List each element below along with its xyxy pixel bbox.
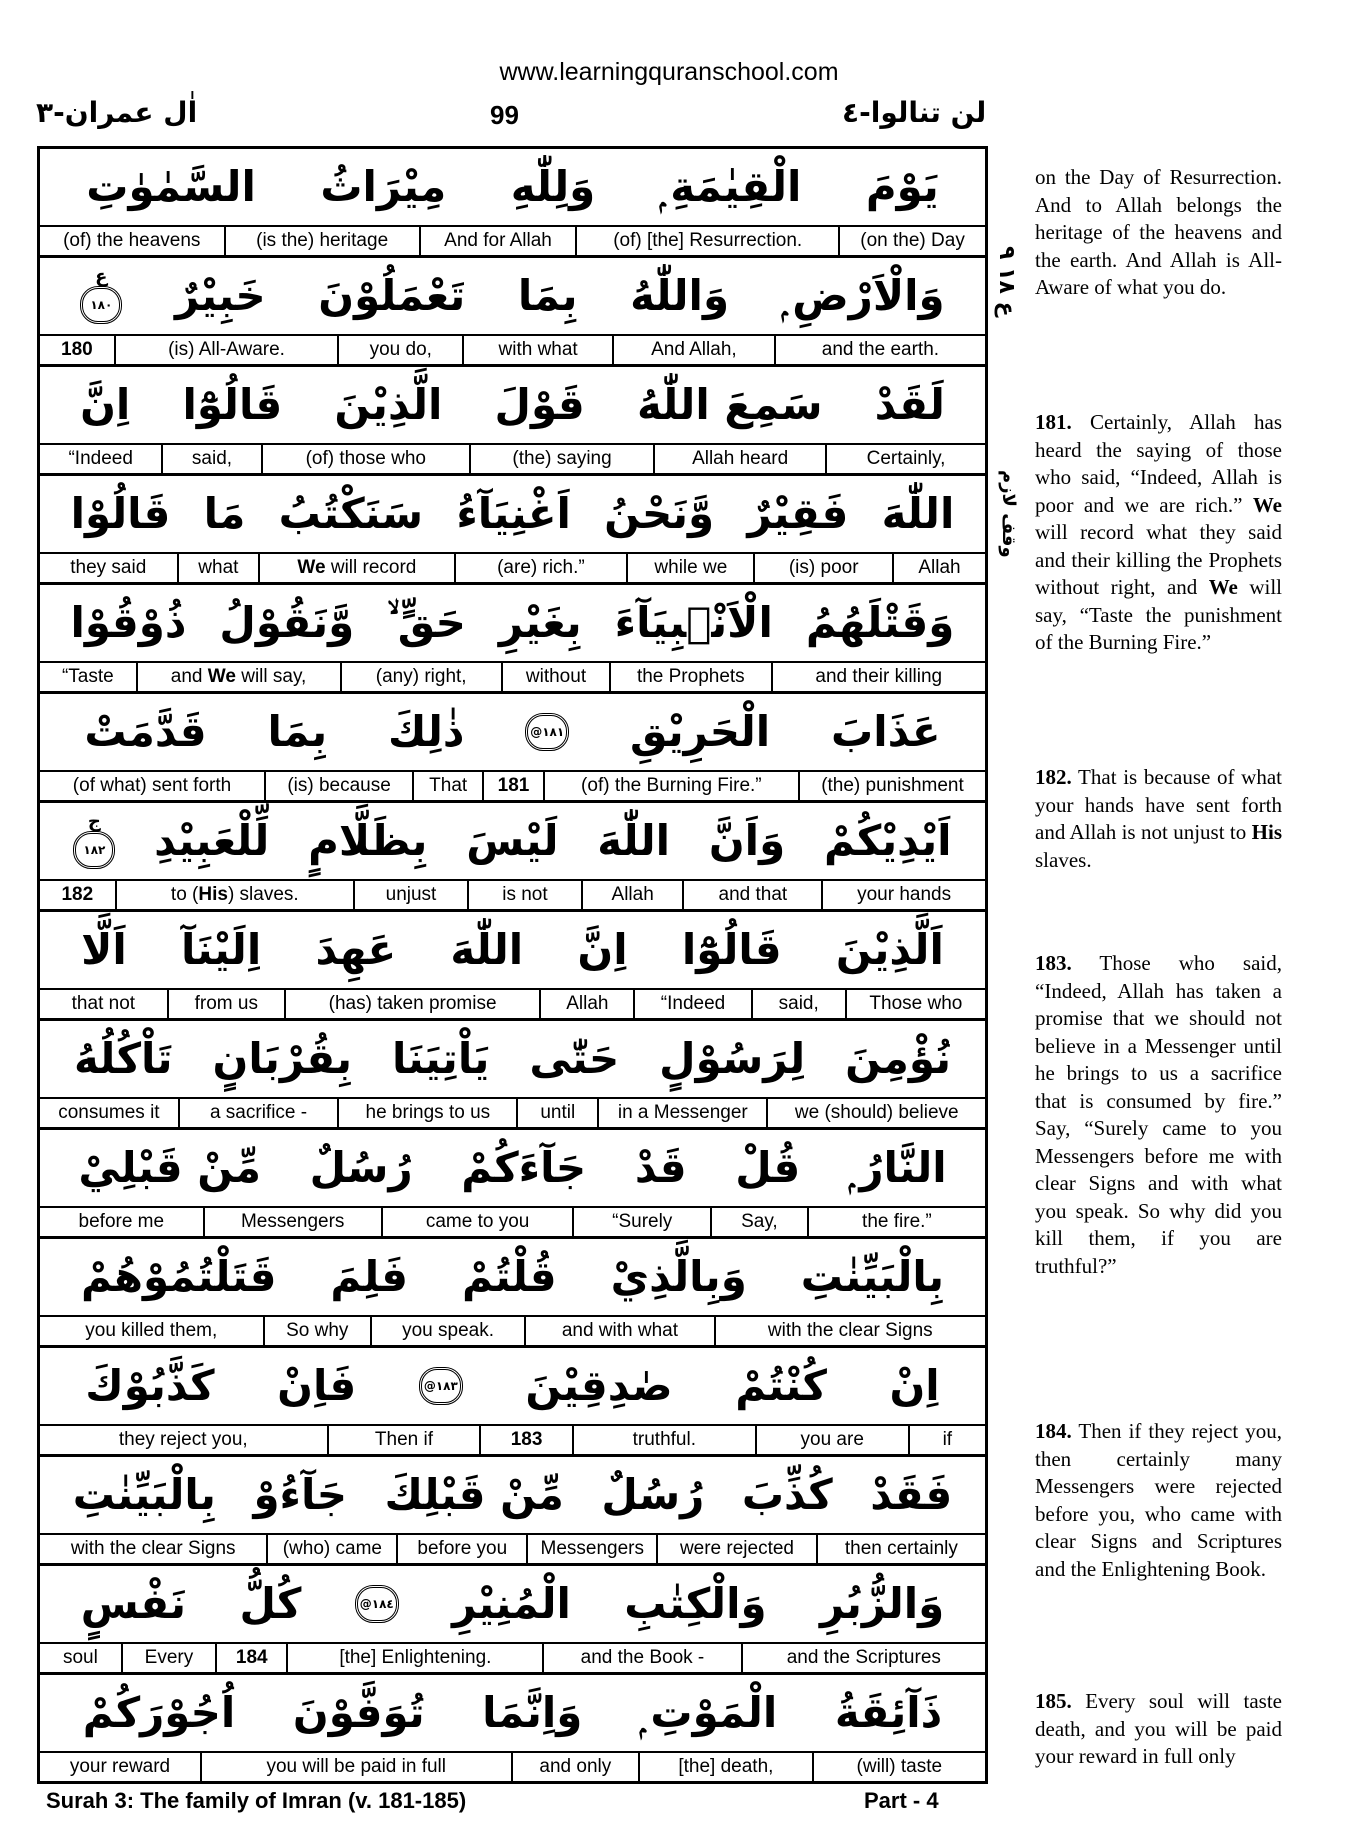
- arabic-word: الْمَوْتِ ۭ: [639, 1688, 778, 1737]
- translation-cell: Allah: [581, 881, 683, 909]
- ayah-marker: [73, 813, 115, 869]
- arabic-word: رُسُلٌ: [309, 1143, 413, 1192]
- translation-cell: (of) the heavens: [63, 230, 201, 251]
- arabic-word: جَآءُوْ: [253, 1470, 348, 1519]
- translation-cell: “Indeed: [633, 990, 750, 1018]
- arabic-word: عَذَابَ: [831, 707, 941, 756]
- emphasis-word: 181.: [1035, 410, 1072, 434]
- translation-row: [40, 881, 985, 912]
- arabic-word: وَقَتْلَهُمُ: [805, 598, 955, 647]
- translation-cell: Certainly,: [825, 445, 985, 473]
- juz-name-header: لن تنالوا-٤: [842, 96, 987, 129]
- arabic-word: حَقٍّ ۙ: [387, 598, 466, 647]
- translation-cell: Allah heard: [653, 445, 825, 473]
- website-url: www.learningquranschool.com: [499, 58, 839, 86]
- translation-cell: with what: [462, 336, 612, 364]
- translation-row: [40, 1753, 985, 1781]
- emphasis-word: 182.: [1035, 765, 1072, 789]
- arabic-word: فَقَدْ: [870, 1470, 953, 1519]
- translation-cell: before you: [396, 1535, 526, 1563]
- surah-name-header: اٰل عمران-٣: [36, 96, 198, 129]
- translation-cell: we (should) believe: [766, 1099, 985, 1127]
- emphasis-word: We: [1208, 575, 1238, 599]
- arabic-word: قَوْلَ: [494, 380, 585, 429]
- translation-cell: Messengers: [526, 1535, 656, 1563]
- translation-cell: they said: [70, 557, 147, 578]
- arabic-word: بِغَيْرِ: [498, 598, 582, 647]
- arabic-word: بِظَلَّامٍ: [308, 816, 428, 865]
- translation-row: [40, 990, 985, 1021]
- arabic-word: وَاِنَّمَا: [482, 1688, 583, 1737]
- emphasis-word: 184.: [1035, 1419, 1072, 1443]
- translation-cell: So why: [263, 1317, 370, 1345]
- arabic-word: قَدَّمَتْ: [84, 707, 207, 756]
- emphasis-word: His: [198, 884, 228, 905]
- translation-cell: (the) punishment: [798, 772, 985, 800]
- translation-cell: said,: [161, 445, 260, 473]
- translation-cell: is not: [467, 881, 581, 909]
- arabic-word: جَآءَكُمْ: [461, 1143, 587, 1192]
- arabic-word: قَتَلْتُمُوْهُمْ: [80, 1252, 277, 1301]
- translation-cell: (of) those who: [261, 445, 469, 473]
- translation-cell: (is the) heritage: [224, 227, 419, 255]
- arabic-word: بِالْبَيِّنٰتِ: [72, 1470, 216, 1519]
- arabic-word: بِمَا: [517, 271, 578, 320]
- arabic-row: [40, 585, 985, 663]
- arabic-word: مِيْرَاثُ: [320, 162, 447, 211]
- translation-cell: Allah: [539, 990, 633, 1018]
- translation-row: [40, 1317, 985, 1348]
- translation-cell: And Allah,: [612, 336, 774, 364]
- arabic-word: اَلَّذِيْنَ: [835, 925, 944, 974]
- translation-cell: that not: [71, 993, 136, 1014]
- translation-cell: and the Book -: [542, 1644, 740, 1672]
- arabic-word: مِّنْ قَبْلِيْ: [78, 1143, 262, 1192]
- arabic-word: اللّٰهَ: [881, 489, 955, 538]
- arabic-word: اِنَّ: [577, 925, 628, 974]
- translation-cell: and We will say,: [136, 663, 340, 691]
- ruku-mark: ع ١٨ ٩: [994, 246, 1019, 317]
- translation-cell: (of what) sent forth: [72, 775, 232, 796]
- arabic-row: [40, 1348, 985, 1426]
- arabic-row: [40, 803, 985, 881]
- arabic-word: قَدْ: [634, 1143, 687, 1192]
- translation-cell: you do,: [337, 336, 462, 364]
- arabic-row: [40, 1021, 985, 1099]
- translation-cell: (the) saying: [469, 445, 653, 473]
- arabic-word: ذٰلِكَ: [387, 707, 465, 756]
- translation-cell: they reject you,: [118, 1429, 248, 1450]
- arabic-word: وَلِلّٰهِ: [510, 162, 596, 211]
- arabic-word: وَاَنَّ: [708, 816, 786, 865]
- translation-row: [40, 663, 985, 694]
- translation-cell: while we: [626, 554, 753, 582]
- arabic-row: [40, 258, 985, 336]
- arabic-word: قُلْ: [735, 1143, 801, 1192]
- translation-cell: (has) taken promise: [284, 990, 539, 1018]
- translation-cell: a sacrifice -: [178, 1099, 337, 1127]
- footer-part: Part - 4: [864, 1788, 939, 1813]
- arabic-word: سَمِعَ اللّٰهُ: [636, 380, 823, 429]
- arabic-row: [40, 912, 985, 990]
- translation-row: [40, 227, 985, 258]
- arabic-row: [40, 1239, 985, 1317]
- translation-cell: you will be paid in full: [200, 1753, 511, 1781]
- translation-cell: if: [908, 1426, 985, 1454]
- commentary-paragraph: 181. Certainly, Allah has heard the saying of those who said, “Indeed, Allah is poor and we are rich.” We will record what they said and their killing the Prophets without right, and We will say, “Taste the punishment of the Burning Fire.”: [1035, 410, 1282, 654]
- translation-cell: and their killing: [771, 663, 986, 691]
- translation-cell: Every: [121, 1644, 215, 1672]
- arabic-word: وَالْاَرْضِ ۭ: [781, 271, 945, 320]
- translation-cell: were rejected: [656, 1535, 815, 1563]
- emphasis-word: 185.: [1035, 1689, 1072, 1713]
- arabic-word: قَالُوْٓا: [182, 380, 283, 429]
- translation-cell: (are) rich.”: [454, 554, 627, 582]
- translation-cell: “Taste: [61, 666, 114, 687]
- arabic-word: الْاَنْۢبِيَآءَ: [614, 598, 773, 647]
- arabic-word: رُسُلٌ: [601, 1470, 705, 1519]
- arabic-row: [40, 1675, 985, 1753]
- emphasis-word: His: [1251, 820, 1282, 844]
- ayah-marker: [525, 713, 569, 751]
- verse-number-cell: 183: [479, 1426, 571, 1454]
- translation-cell: “Surely: [572, 1208, 710, 1236]
- translation-cell: the Prophets: [609, 663, 770, 691]
- arabic-word: لَقَدْ: [874, 380, 945, 429]
- arabic-word: نَفْسٍ: [80, 1579, 187, 1628]
- translation-row: [40, 445, 985, 476]
- translation-cell: and the Scriptures: [741, 1644, 985, 1672]
- arabic-word: صٰدِقِيْنَ: [525, 1361, 673, 1410]
- arabic-word: خَبِيْرٌ: [174, 271, 266, 320]
- arabic-word: ذُوْقُوْا: [70, 598, 187, 647]
- commentary-paragraph: 182. That is because of what your hands have sent forth and Allah is not unjust to His slaves.: [1035, 765, 1282, 872]
- verse-number-cell: 180: [61, 339, 93, 360]
- arabic-word: حَتّٰى: [529, 1034, 620, 1083]
- translation-row: [40, 1644, 985, 1675]
- translation-cell: unjust: [353, 881, 467, 909]
- translation-row: [40, 1535, 985, 1566]
- verse-number-cell: 184: [215, 1644, 286, 1672]
- translation-cell: you speak.: [370, 1317, 524, 1345]
- arabic-word: قُلْتُمْ: [461, 1252, 557, 1301]
- ayah-marker: [419, 1367, 463, 1405]
- arabic-word: وَاللّٰهُ: [630, 271, 730, 320]
- arabic-word: تَاْكُلُهُ: [73, 1034, 173, 1083]
- translation-cell: (who) came: [266, 1535, 396, 1563]
- arabic-word: لِّلْعَبِيْدِ: [154, 816, 270, 865]
- translation-cell: And for Allah: [419, 227, 576, 255]
- arabic-word: كُذِّبَ: [741, 1470, 833, 1519]
- arabic-row: [40, 149, 985, 227]
- translation-cell: you are: [755, 1426, 908, 1454]
- arabic-word: اُجُوْرَكُمْ: [82, 1688, 236, 1737]
- arabic-word: ذَآئِقَةُ: [834, 1688, 943, 1737]
- arabic-word: وَّنَقُوْلُ: [219, 598, 355, 647]
- arabic-row: [40, 1457, 985, 1535]
- arabic-row: [40, 694, 985, 772]
- emphasis-word: 183.: [1035, 951, 1072, 975]
- arabic-word: قَالُوْٓا: [681, 925, 782, 974]
- arabic-word: مَا: [203, 489, 246, 538]
- arabic-word: كَذَّبُوْكَ: [85, 1361, 215, 1410]
- translation-cell: consumes it: [58, 1102, 160, 1123]
- arabic-word: وَبِالَّذِيْ: [610, 1252, 747, 1301]
- translation-cell: Then if: [327, 1426, 480, 1454]
- translation-row: [40, 1426, 985, 1457]
- translation-cell: from us: [167, 990, 284, 1018]
- arabic-word: السَّمٰوٰتِ: [86, 162, 256, 211]
- translation-cell: what: [177, 554, 259, 582]
- translation-cell: (is) All-Aware.: [114, 336, 337, 364]
- ayah-marker: [355, 1585, 399, 1623]
- translation-cell: (will) taste: [812, 1753, 985, 1781]
- translation-cell: truthful.: [572, 1426, 755, 1454]
- translation-cell: until: [516, 1099, 597, 1127]
- translation-cell: before me: [78, 1211, 165, 1232]
- arabic-word: مِّنْ قَبْلِكَ: [384, 1470, 564, 1519]
- translation-cell: (is) because: [264, 772, 412, 800]
- emphasis-word: We: [1252, 492, 1282, 517]
- ayah-sign: ج: [87, 811, 101, 832]
- translation-cell: in a Messenger: [597, 1099, 766, 1127]
- arabic-word: بِقُرْبَانٍ: [212, 1034, 353, 1083]
- translation-cell: to (His) slaves.: [115, 881, 353, 909]
- ayah-sign: ع: [95, 266, 108, 287]
- translation-row: [40, 1208, 985, 1239]
- translation-cell: came to you: [381, 1208, 573, 1236]
- arabic-word: فَلِمَ: [330, 1252, 408, 1301]
- translation-cell: We will record: [258, 554, 453, 582]
- translation-cell: with the clear Signs: [70, 1538, 236, 1559]
- arabic-row: [40, 367, 985, 445]
- arabic-word: كُلُّ: [239, 1579, 302, 1628]
- verse-number-cell: 181: [482, 772, 542, 800]
- ayah-number-circle: ١٨٠: [80, 286, 122, 324]
- arabic-row: [40, 1566, 985, 1644]
- emphasis-word: We: [297, 557, 326, 578]
- arabic-word: اِنْ: [889, 1361, 940, 1410]
- commentary-paragraph: 184. Then if they reject you, then certainly many Messengers were rejected before you, who came with clear Signs and Scriptures and the Enlightening Book.: [1035, 1419, 1282, 1581]
- arabic-word: الْحَرِيْقِ: [630, 707, 771, 756]
- commentary-paragraph: 183. Those who said, “Indeed, Allah has taken a promise that we should not believe in a Messenger until he brings to us a sacrifice that is consumed by fire.” Say, “Surely came to you Messengers before me with clear Signs and with what you speak. So why did you kill them, if you are truthful?”: [1035, 951, 1282, 1278]
- arabic-word: اِنَّ: [80, 380, 131, 429]
- arabic-word: يَوْمَ: [865, 162, 939, 211]
- translation-cell: soul: [62, 1647, 98, 1668]
- arabic-word: اَغْنِيَآءُ: [456, 489, 571, 538]
- emphasis-word: We: [207, 666, 236, 687]
- arabic-word: نُؤْمِنَ: [845, 1034, 952, 1083]
- arabic-word: وَالْكِتٰبِ: [624, 1579, 767, 1628]
- ayah-marker: [80, 268, 122, 324]
- arabic-row: [40, 1130, 985, 1208]
- arabic-word: تَعْمَلُوْنَ: [318, 271, 466, 320]
- arabic-word: وَالزُّبُرِ: [819, 1579, 945, 1628]
- translation-cell: (of) [the] Resurrection.: [575, 227, 838, 255]
- verse-number-cell: 182: [61, 884, 94, 905]
- arabic-word: فَقِيْرٌ: [747, 489, 849, 538]
- arabic-word: قَالُوْا: [70, 489, 171, 538]
- translation-cell: without: [501, 663, 609, 691]
- translation-cell: then certainly: [816, 1535, 985, 1563]
- ayah-number-circle: ١٨٢: [73, 831, 115, 869]
- arabic-word: اللّٰهَ: [597, 816, 671, 865]
- footer-surah: Surah 3: The family of Imran (v. 181-185): [46, 1788, 467, 1813]
- arabic-word: اِلَيْنَآ: [181, 925, 262, 974]
- arabic-word: لَيْسَ: [466, 816, 559, 865]
- arabic-word: النَّارُ ۭ: [848, 1143, 947, 1192]
- arabic-word: لِرَسُوْلٍ: [659, 1034, 806, 1083]
- waqf-lazim-mark: وقف لازم: [998, 470, 1019, 558]
- translation-row: [40, 772, 985, 803]
- arabic-word: يَاْتِيَنَا: [391, 1034, 490, 1083]
- ayah-number-circle: @١٨٣: [419, 1367, 463, 1405]
- arabic-row: [40, 476, 985, 554]
- ayah-number-circle: @١٨٤: [355, 1585, 399, 1623]
- translation-cell: Messengers: [203, 1208, 381, 1236]
- translation-cell: said,: [751, 990, 845, 1018]
- arabic-word: بِمَا: [267, 707, 328, 756]
- translation-cell: That: [412, 772, 482, 800]
- arabic-word: الَّذِيْنَ: [334, 380, 443, 429]
- arabic-word: وَّنَحْنُ: [604, 489, 715, 538]
- translation-cell: your reward: [69, 1756, 171, 1777]
- page-number: 99: [490, 100, 519, 130]
- arabic-word: اَلَّا: [81, 925, 127, 974]
- arabic-word: سَنَكْتُبُ: [278, 489, 424, 538]
- translation-cell: and the earth.: [774, 336, 985, 364]
- translation-cell: [the] Enlightening.: [286, 1644, 542, 1672]
- translation-cell: [the] death,: [638, 1753, 811, 1781]
- ayah-number-circle: @١٨١: [525, 713, 569, 751]
- translation-cell: with the clear Signs: [714, 1317, 985, 1345]
- arabic-word: بِالْبَيِّنٰتِ: [800, 1252, 944, 1301]
- arabic-word: فَاِنْ: [277, 1361, 357, 1410]
- translation-cell: (is) poor: [753, 554, 892, 582]
- translation-cell: “Indeed: [68, 448, 133, 469]
- translation-cell: (any) right,: [340, 663, 501, 691]
- arabic-word: اللّٰهَ: [450, 925, 524, 974]
- translation-cell: Say,: [710, 1208, 807, 1236]
- translation-cell: Allah: [892, 554, 985, 582]
- translation-cell: Those who: [845, 990, 985, 1018]
- arabic-word: تُوَفَّوْنَ: [292, 1688, 425, 1737]
- translation-row: [40, 1099, 985, 1130]
- translation-cell: and that: [682, 881, 821, 909]
- arabic-word: كُنْتُمْ: [735, 1361, 827, 1410]
- translation-row: [40, 554, 985, 585]
- translation-cell: he brings to us: [337, 1099, 516, 1127]
- commentary-paragraph: 185. Every soul will taste death, and you will be paid your reward in full only: [1035, 1689, 1282, 1768]
- commentary-paragraph: on the Day of Resurrection. And to Allah belongs the heritage of the heavens and the earth. And Allah is All-Aware of what you do.: [1035, 165, 1282, 299]
- arabic-word: الْمُنِيْرِ: [452, 1579, 571, 1628]
- arabic-word: عَهِدَ: [315, 925, 397, 974]
- translation-cell: your hands: [821, 881, 985, 909]
- translation-cell: you killed them,: [85, 1320, 218, 1341]
- translation-cell: and with what: [524, 1317, 713, 1345]
- translation-cell: (on the) Day: [838, 227, 985, 255]
- arabic-word: الْقِيٰمَةِ ۭ: [659, 162, 802, 211]
- translation-cell: (of) the Burning Fire.”: [543, 772, 798, 800]
- translation-cell: the fire.”: [807, 1208, 985, 1236]
- translation-cell: and only: [511, 1753, 639, 1781]
- translation-row: [40, 336, 985, 367]
- word-by-word-table: [37, 146, 988, 1784]
- arabic-word: اَيْدِيْكُمْ: [823, 816, 952, 865]
